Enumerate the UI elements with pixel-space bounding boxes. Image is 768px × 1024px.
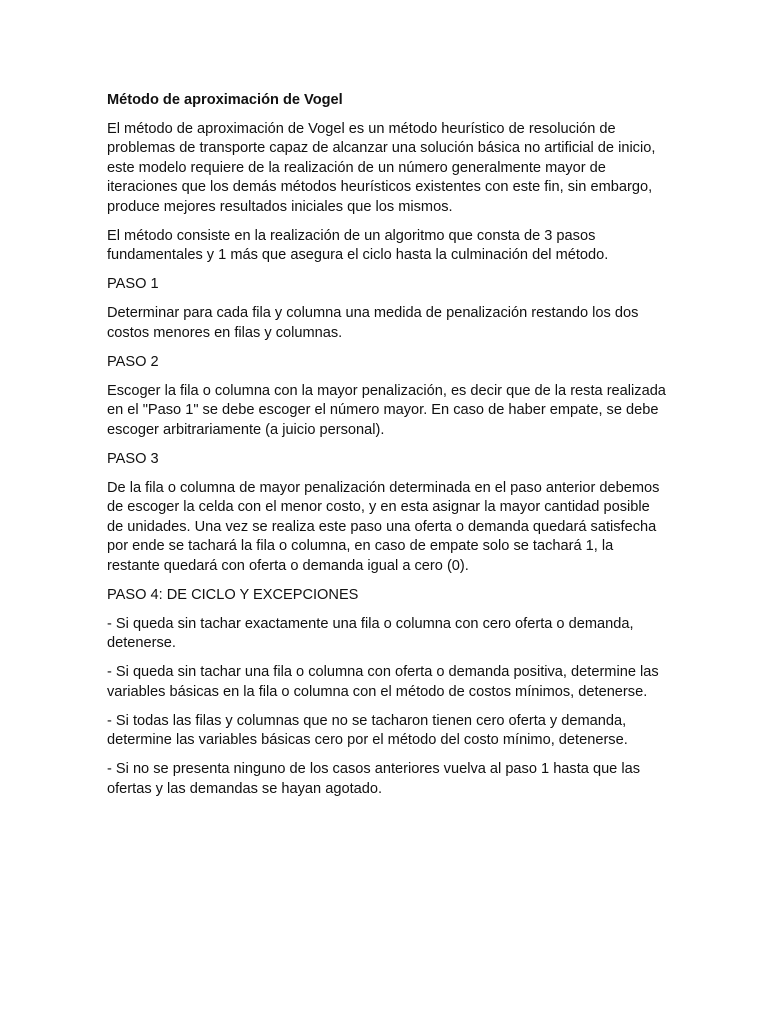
intro-paragraph-2: El método consiste en la realización de un algoritmo que consta de 3 pasos fundamentales y 1 más que asegura el ciclo hasta la culminación del método. [107, 227, 609, 263]
step-1-heading: PASO 1 [107, 276, 159, 292]
document-page [107, 91, 667, 809]
step-4-item: - Si queda sin tachar exactamente una fila o columna con cero oferta o demanda, detenerse. [107, 615, 634, 651]
step-4-heading: PASO 4: DE CICLO Y EXCEPCIONES [107, 586, 359, 603]
step-3-heading: PASO 3 [107, 450, 159, 467]
step-4-item: - Si no se presenta ninguno de los casos anteriores vuelva al paso 1 hasta que las ofertas y las demandas se hayan agotado. [107, 761, 641, 797]
step-2-text: Escoger la fila o columna con la mayor penalización, es decir que de la resta realizada en el "Paso 1" se debe escoger el número mayor. En caso de haber empate, se debe escoger arbitrariamente (a juicio personal). [107, 382, 666, 438]
step-2-heading: PASO 2 [107, 353, 159, 370]
step-1-text: Determinar para cada fila y columna una medida de penalización restando los dos costos menores en filas y columnas. [107, 305, 639, 341]
document-title: Método de aproximación de Vogel [107, 92, 343, 108]
step-4-item: - Si todas las filas y columnas que no se tacharon tienen cero oferta y demanda, determine las variables básicas cero por el método del costo mínimo, detenerse. [107, 712, 628, 748]
intro-paragraph-1: El método de aproximación de Vogel es un método heurístico de resolución de problemas de transporte capaz de alcanzar una solución básica no artificial de inicio, este modelo requiere de la realización de un número generalmente mayor de iteraciones que los demás métodos heurísticos existentes con este fin, sin embargo, produce mejores resultados iniciales que los mismos. [107, 120, 656, 215]
step-4-item: - Si queda sin tachar una fila o columna con oferta o demanda positiva, determine las variables básicas en la fila o columna con el método de costos mínimos, detenerse. [107, 664, 659, 700]
step-3-text: De la fila o columna de mayor penalización determinada en el paso anterior debemos de escoger la celda con el menor costo, y en esta asignar la mayor cantidad posible de unidades. Una vez se realiza este paso una oferta o demanda quedará satisfecha por ende se tachará la fila o columna, en caso de empate solo se tachará 1, la restante quedará con oferta o demanda igual a cero (0). [107, 479, 660, 574]
